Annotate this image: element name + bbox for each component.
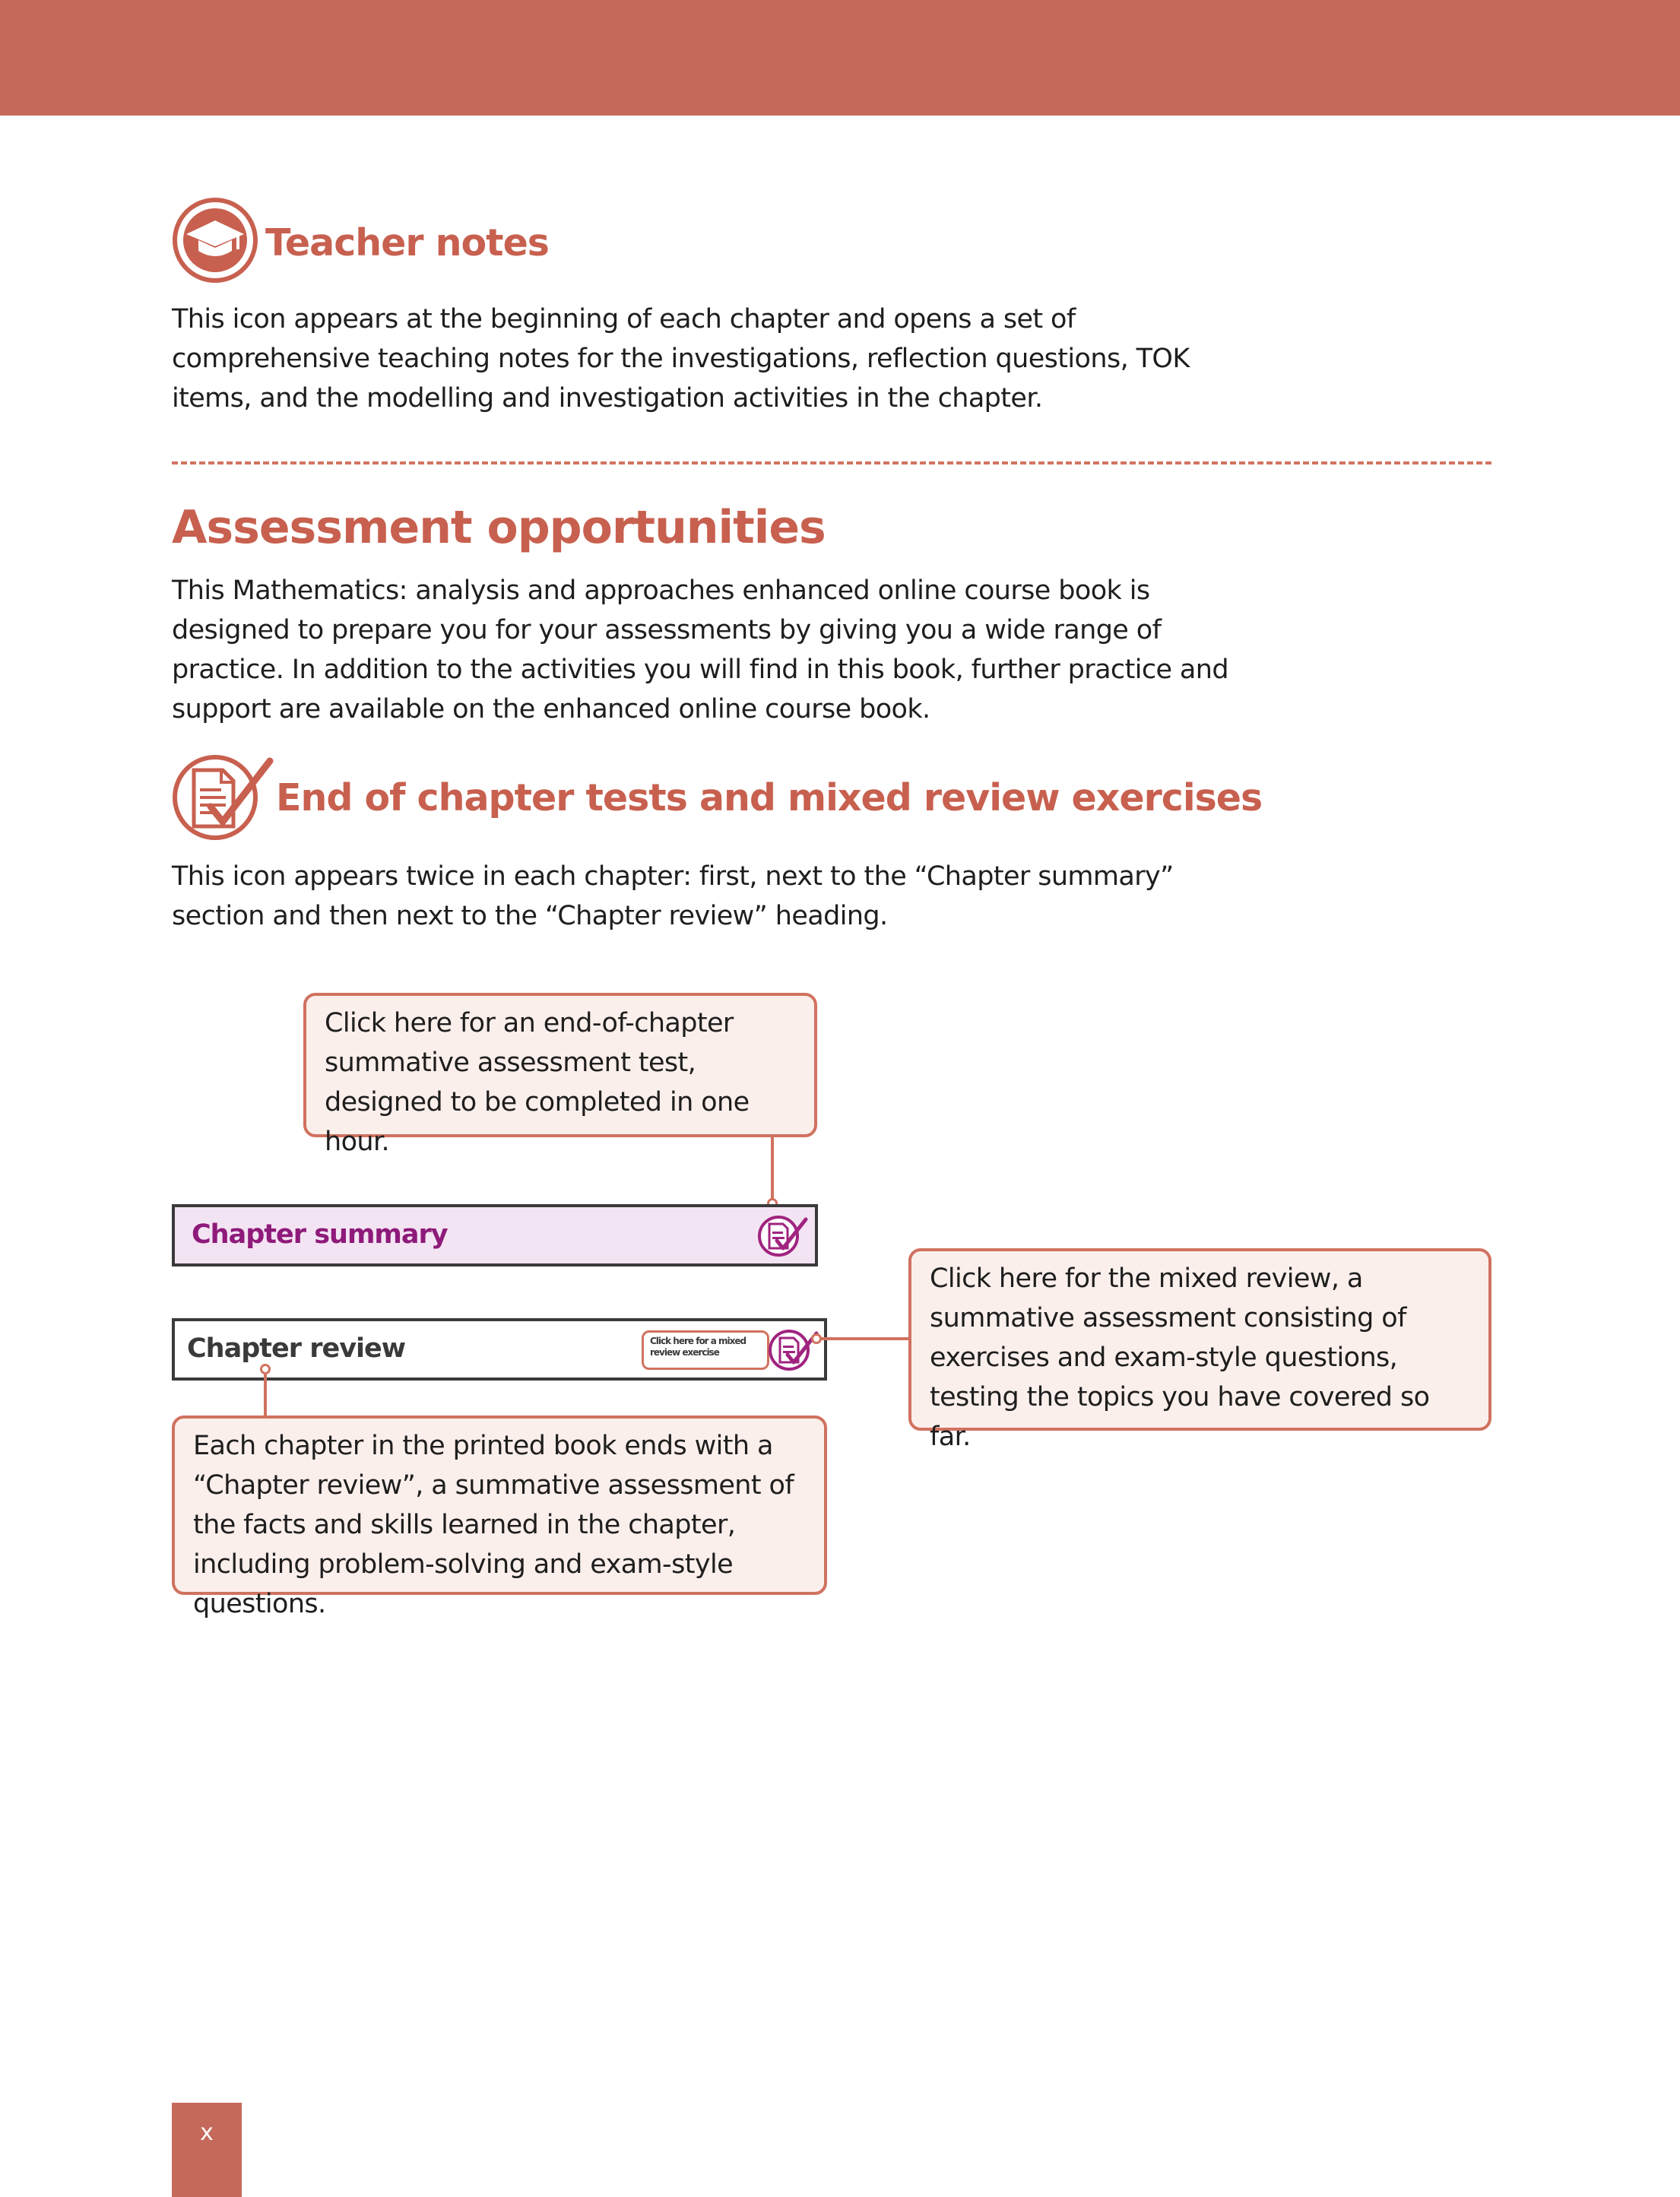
connector-chapter-review <box>264 1374 267 1417</box>
end-of-chapter-heading: End of chapter tests and mixed review exercises <box>276 776 1263 820</box>
test-document-check-icon[interactable] <box>171 753 274 842</box>
review-test-icon[interactable] <box>766 1327 819 1373</box>
chapter-summary-bar <box>172 1204 818 1267</box>
connector-mixed-review <box>821 1337 909 1340</box>
end-of-chapter-description: This icon appears twice in each chapter: first, next to the “Chapter summary” section and then next to the “Chapter review” heading. <box>172 861 1174 931</box>
page-number: x <box>172 2103 242 2197</box>
graduation-cap-icon[interactable] <box>171 196 259 284</box>
chapter-summary-label: Chapter summary <box>192 1219 448 1250</box>
connector-dot <box>811 1333 822 1344</box>
summary-test-icon[interactable] <box>756 1213 809 1259</box>
callout-end-of-chapter-test: Click here for an end-of-chapter summative assessment test, designed to be completed in one hour. <box>303 993 817 1137</box>
callout-mixed-review: Click here for the mixed review, a summative assessment consisting of exercises and exam-style questions, testing the topics you have covered so far. <box>908 1248 1491 1431</box>
teacher-notes-heading: Teacher notes <box>265 221 549 265</box>
connector-dot <box>260 1364 271 1374</box>
callout-chapter-review: Each chapter in the printed book ends with a “Chapter review”, a summative assessment of the facts and skills learned in the chapter, including problem-solving and exam-style questions. <box>172 1416 827 1595</box>
connector-test <box>771 1136 774 1203</box>
assessment-description: This Mathematics: analysis and approaches enhanced online course book is designed to prepare you for your assessments by giving you a wide range of practice. In addition to the activities you will find in this book, further practice and support are available on the enhanced online course book. <box>172 575 1228 724</box>
assessment-heading: Assessment opportunities <box>172 501 826 554</box>
teacher-notes-description: This icon appears at the beginning of each chapter and opens a set of comprehensive teaching notes for the investigations, reflection questions, TOK items, and the modelling and investigation activities in the chapter. <box>172 304 1190 414</box>
mixed-review-tag[interactable]: Click here for a mixed review exercise <box>642 1330 769 1370</box>
top-color-band <box>0 0 1680 116</box>
section-divider <box>172 461 1491 464</box>
chapter-review-label: Chapter review <box>187 1333 406 1364</box>
